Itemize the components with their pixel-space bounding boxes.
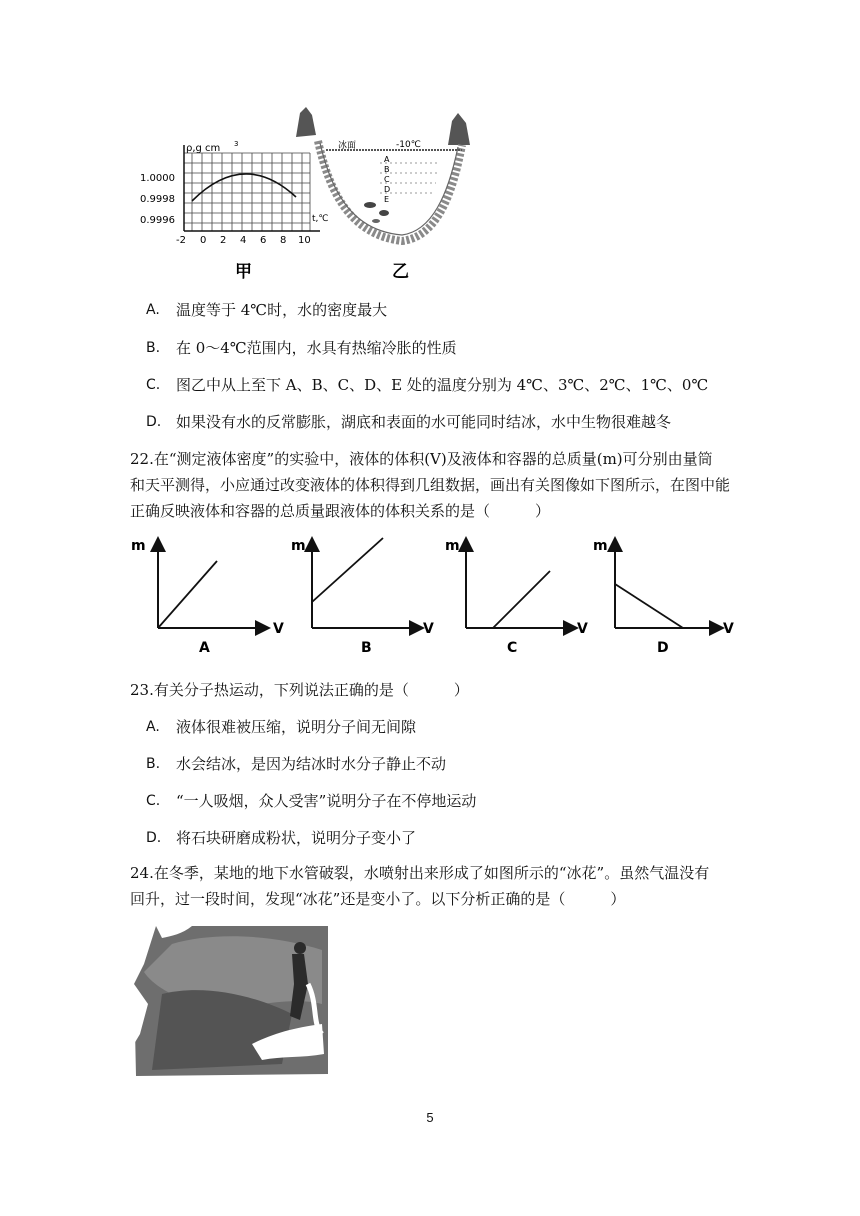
q23-option-a-label: A.: [146, 719, 160, 735]
q22-graph-y-label: m: [131, 538, 146, 554]
density-y-axis-label: ρ,g cm: [186, 143, 221, 154]
figure-q21: [140, 105, 480, 290]
density-x-tick: 10: [298, 235, 311, 246]
q22-graph-a: [131, 538, 284, 656]
air-temp-label: -10℃: [396, 140, 421, 150]
density-y-tick: 0.9996: [140, 215, 175, 226]
layer-label: C: [384, 175, 390, 184]
density-x-tick: 4: [240, 235, 247, 246]
ice-flower-photo: [132, 924, 330, 1078]
q22-graph-x-label: V: [577, 621, 588, 637]
q24-stem: [130, 860, 740, 912]
layer-label: A: [384, 155, 390, 164]
q21-option-a-text: 温度等于 4℃时，水的密度最大: [176, 301, 388, 319]
q22-graph-y-label: m: [593, 538, 608, 554]
q23-option-d-label: D.: [146, 830, 162, 846]
ice-label: 冰面: [338, 141, 357, 151]
q22-stem-line: 和天平测得，小应通过改变液体的体积得到几组数据，画出有关图像如下图所示，在图中能: [130, 476, 731, 494]
density-x-tick: -2: [176, 235, 186, 246]
q22-graph-c: [445, 538, 588, 656]
q22-stem: [130, 446, 740, 524]
q23-option-d-text: 将石块研磨成粉状，说明分子变小了: [176, 829, 417, 847]
q22-graph-b: [291, 538, 434, 656]
q22-graphs: [125, 532, 745, 662]
q23-option-b-text: 水会结冰，是因为结冰时水分子静止不动: [176, 755, 447, 773]
q23-option-a-text: 液体很难被压缩，说明分子间无间隙: [176, 718, 417, 736]
svg-text:3: 3: [234, 140, 239, 148]
q22-graph-x-label: V: [423, 621, 434, 637]
q22-graph-caption: A: [199, 640, 210, 656]
q21-option-c-label: C.: [146, 377, 161, 393]
density-y-tick: 1.0000: [140, 173, 175, 184]
figure-jia-label: 甲: [235, 262, 252, 282]
figure-q21-svg: [140, 105, 480, 290]
q22-graph-caption: C: [507, 640, 518, 656]
q21-option-c-text: 图乙中从上至下 A、B、C、D、E 处的温度分别为 4℃、3℃、2℃、1℃、0℃: [176, 376, 709, 394]
q21-option-d-text: 如果没有水的反常膨胀，湖底和表面的水可能同时结冰，水中生物很难越冬: [176, 413, 672, 431]
density-graph: [140, 140, 329, 246]
q21-option-b-label: B.: [146, 340, 161, 356]
q23-option-c-label: C.: [146, 793, 161, 809]
density-y-tick: 0.9998: [140, 194, 175, 205]
density-x-tick: 8: [280, 235, 287, 246]
q22-graphs-svg: [125, 532, 745, 662]
q22-stem-line: 22.在“测定液体密度”的实验中，液体的体积(V)及液体和容器的总质量(m)可分别由量筒: [130, 450, 713, 468]
q23-stem: 23.有关分子热运动，下列说法正确的是（ ）: [130, 681, 469, 699]
q24-stem-line: 24.在冬季，某地的地下水管破裂，水喷射出来形成了如图所示的“冰花”。虽然气温没有: [130, 864, 710, 882]
q22-stem-line: 正确反映液体和容器的总质量跟液体的体积关系的是（ ）: [130, 502, 551, 520]
q22-graph-y-label: m: [291, 538, 306, 554]
density-x-axis-label: t,℃: [312, 214, 329, 224]
q21-option-d-label: D.: [146, 414, 162, 430]
q24-stem-line: 回升，过一段时间，发现“冰花”还是变小了。以下分析正确的是（ ）: [130, 890, 626, 908]
page-number: 5: [426, 1110, 434, 1125]
layer-label: D: [384, 185, 391, 194]
q21-option-a-label: A.: [146, 302, 160, 318]
q22-graph-y-label: m: [445, 538, 460, 554]
density-x-tick: 2: [220, 235, 227, 246]
layer-label: E: [384, 195, 390, 204]
density-x-tick: 6: [260, 235, 267, 246]
figure-yi-label: 乙: [392, 262, 409, 282]
q22-graph-x-label: V: [723, 621, 734, 637]
q23-option-b-label: B.: [146, 756, 161, 772]
q23-option-c-text: “一人吸烟，众人受害”说明分子在不停地运动: [176, 792, 477, 810]
density-x-tick: 0: [200, 235, 207, 246]
q22-graph-d: [593, 538, 734, 656]
q22-graph-x-label: V: [273, 621, 284, 637]
q21-option-b-text: 在 0～4℃范围内，水具有热缩冷胀的性质: [176, 339, 457, 357]
q22-graph-caption: B: [361, 640, 372, 656]
ice-flower-photo-svg: [132, 924, 330, 1078]
layer-label: B: [384, 165, 390, 174]
q22-graph-caption: D: [657, 640, 669, 656]
